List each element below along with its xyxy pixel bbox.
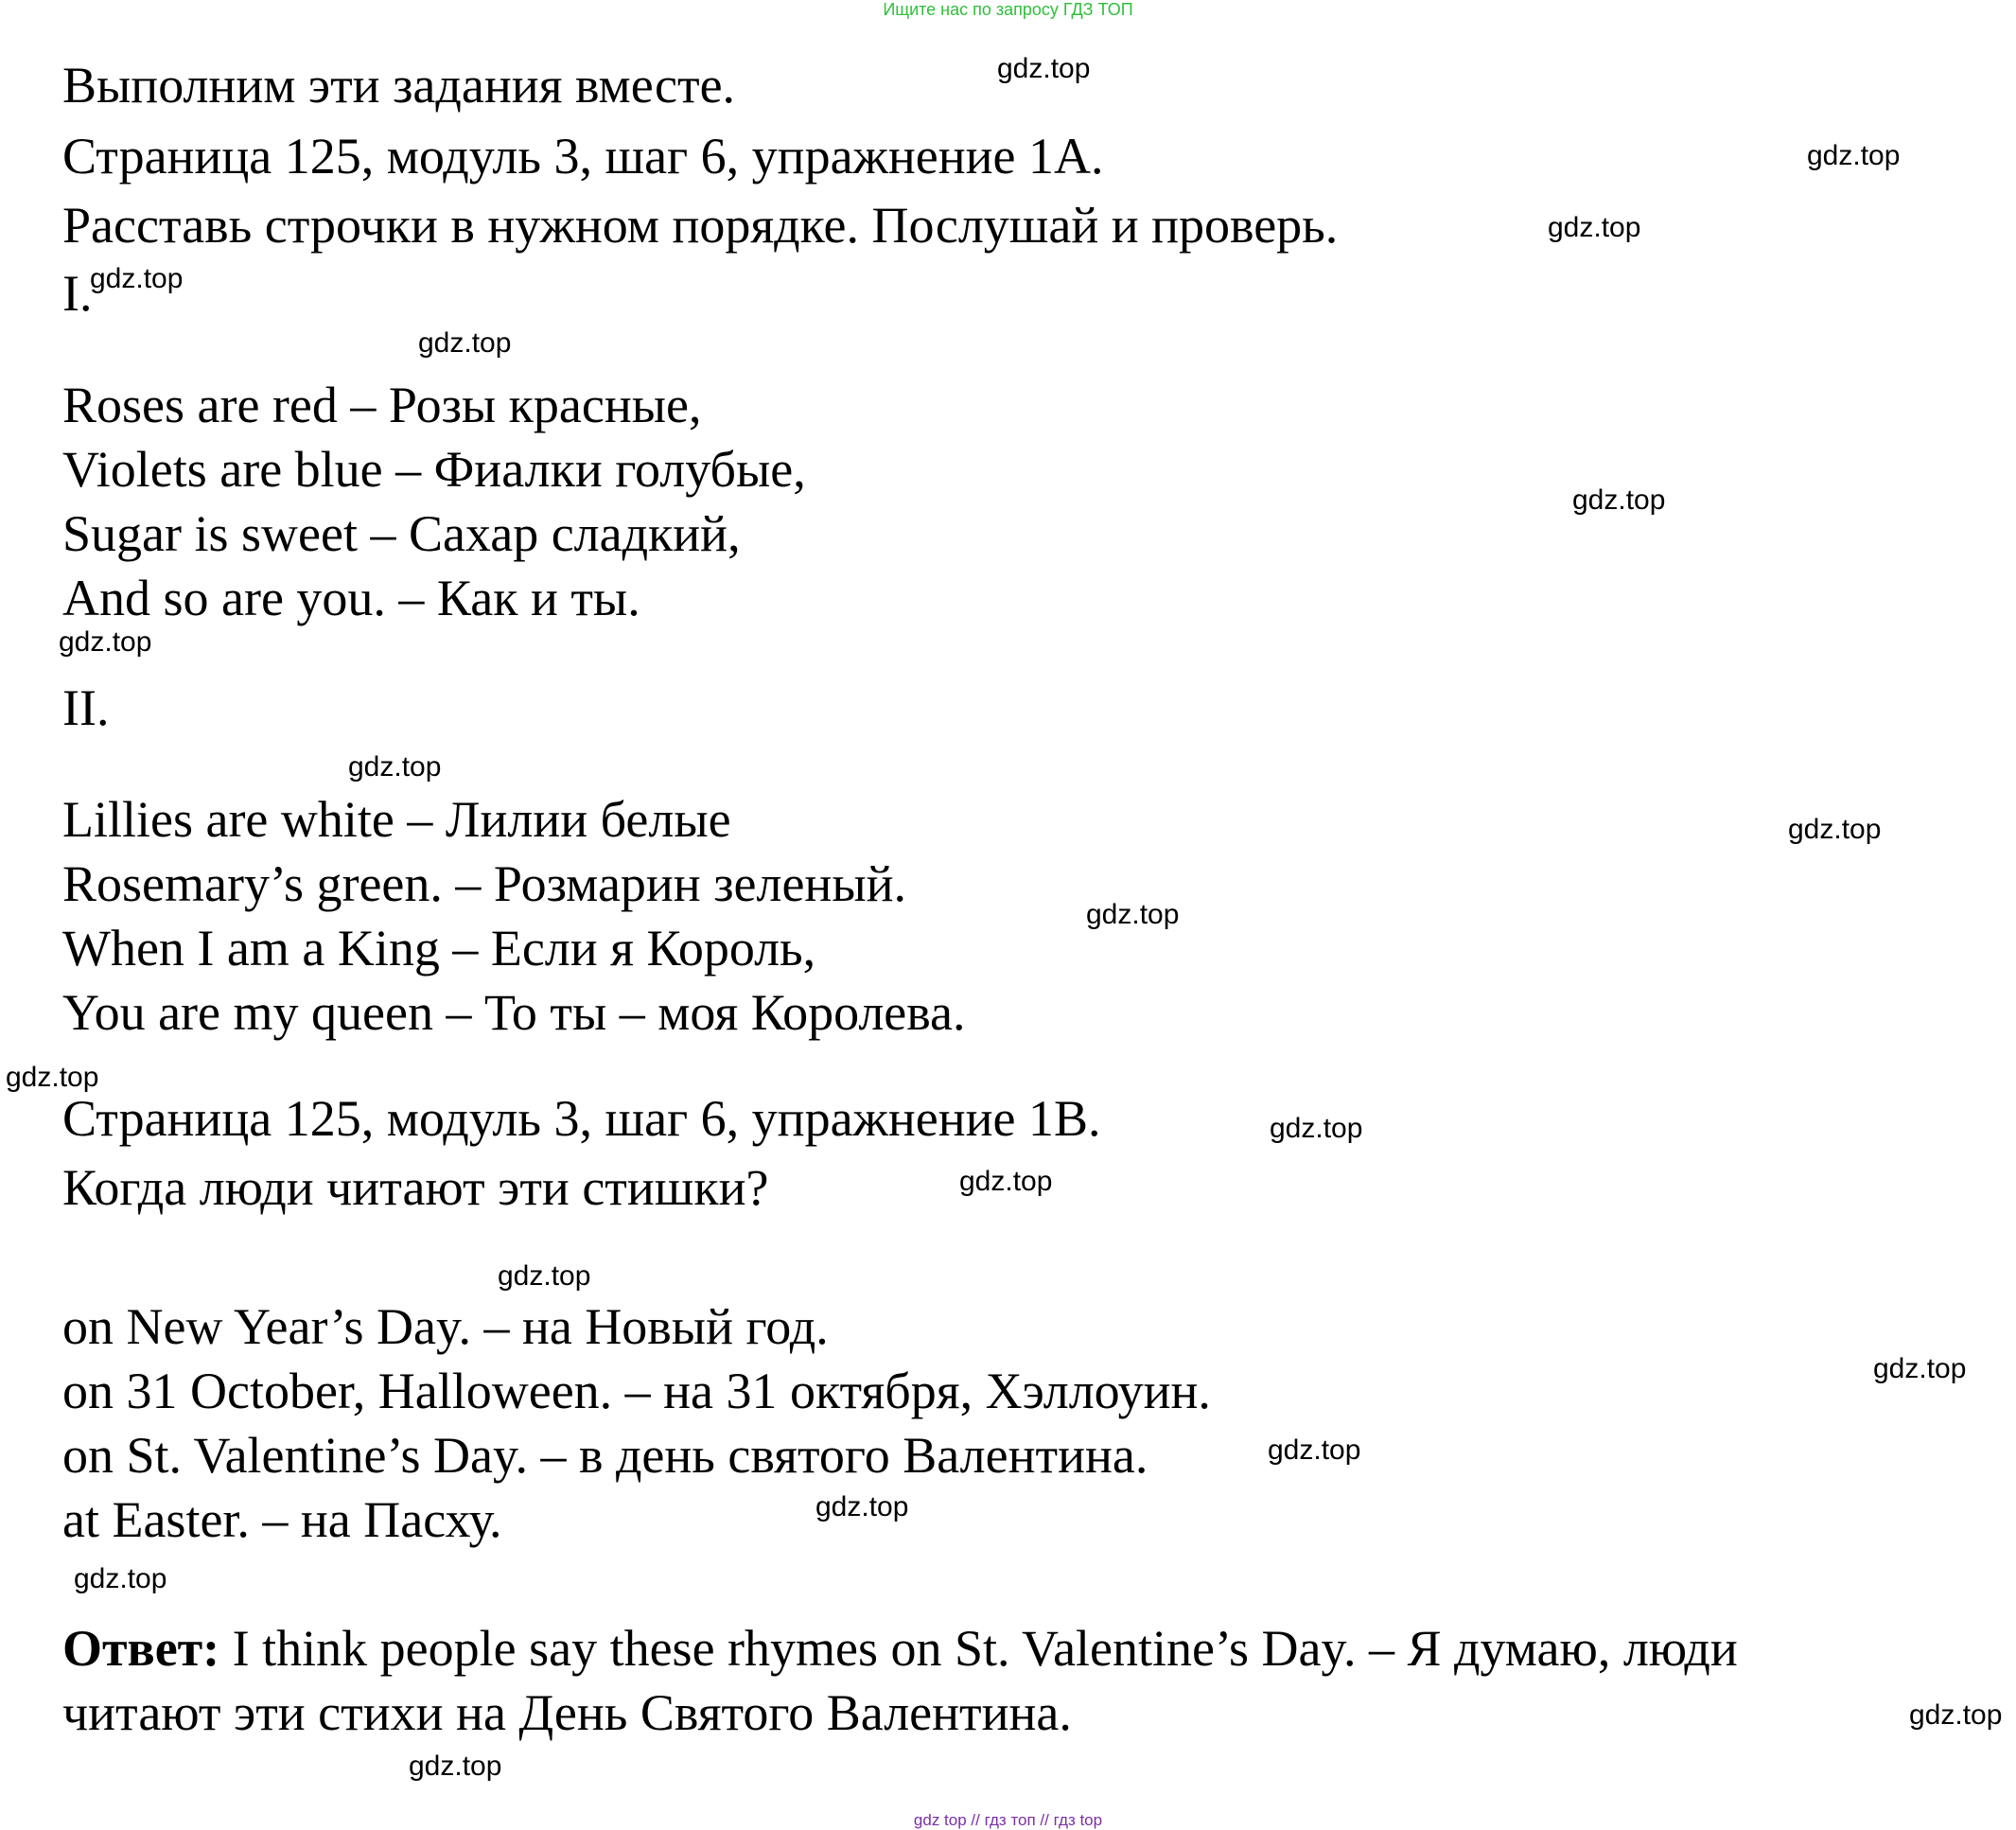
poem-2-line: You are my queen – То ты – моя Королева. [62, 984, 966, 1041]
watermark: gdz.top [1788, 814, 1882, 845]
task-1b-option: at Easter. – на Пасху. [62, 1491, 502, 1548]
task-1b-option: on New Year’s Day. – на Новый год. [62, 1298, 829, 1355]
watermark: gdz.top [498, 1260, 591, 1292]
watermark: gdz.top [74, 1563, 167, 1594]
watermark: gdz.top [90, 263, 184, 294]
answer-label: Ответ: [62, 1620, 220, 1677]
watermark: gdz.top [6, 1062, 99, 1093]
task-1a-instruction: Расставь строчки в нужном порядке. Послушай и проверь. [62, 197, 1339, 254]
poem-1-line: Violets are blue – Фиалки голубые, [62, 441, 806, 498]
task-1b-heading: Страница 125, модуль 3, шаг 6, упражнение 1B. [62, 1090, 1101, 1147]
task-1b-option: on St. Valentine’s Day. – в день святого Валентина. [62, 1427, 1148, 1484]
watermark: gdz.top [348, 751, 442, 783]
poem-2-line: Rosemary’s green. – Розмарин зеленый. [62, 855, 907, 912]
watermark: gdz.top [997, 53, 1091, 84]
watermark: gdz.top [1270, 1113, 1363, 1144]
watermark: gdz.top [815, 1491, 909, 1522]
watermark: gdz.top [1873, 1353, 1967, 1384]
poem-1-line: Roses are red – Розы красные, [62, 377, 702, 433]
watermark: gdz.top [59, 626, 152, 658]
watermark: gdz.top [1548, 212, 1641, 243]
poem-2-line: Lillies are white – Лилии белые [62, 791, 731, 848]
watermark: gdz.top [1807, 140, 1901, 171]
answer-line-2: читают эти стихи на День Святого Валентина. [62, 1684, 1072, 1741]
poem-2-label: II. [62, 679, 110, 736]
poem-1-line: Sugar is sweet – Сахар сладкий, [62, 505, 741, 562]
footer-watermark: gdz top // гдз топ // гдз top [913, 1811, 1103, 1829]
top-banner: Ищите нас по запросу ГДЗ ТОП [883, 0, 1133, 19]
task-1a-heading: Страница 125, модуль 3, шаг 6, упражнение 1A. [62, 128, 1104, 185]
poem-1-label: I. [62, 265, 93, 322]
poem-2-line: When I am a King – Если я Король, [62, 920, 816, 977]
watermark: gdz.top [418, 327, 512, 359]
poem-1-line: And so are you. – Как и ты. [62, 570, 640, 626]
watermark: gdz.top [1086, 899, 1180, 930]
task-1b-question: Когда люди читают эти стишки? [62, 1159, 769, 1216]
watermark: gdz.top [1909, 1699, 2003, 1731]
answer-line-1 [62, 1620, 1738, 1677]
intro-text: Выполним эти задания вместе. [62, 57, 736, 114]
watermark: gdz.top [1268, 1434, 1361, 1466]
answer-text: I think people say these rhymes on St. Valentine’s Day. – Я думаю, люди [219, 1620, 1738, 1677]
watermark: gdz.top [1572, 484, 1666, 516]
watermark: gdz.top [959, 1166, 1053, 1197]
watermark: gdz.top [409, 1751, 502, 1782]
task-1b-option: on 31 October, Halloween. – на 31 октября, Хэллоуин. [62, 1363, 1211, 1419]
